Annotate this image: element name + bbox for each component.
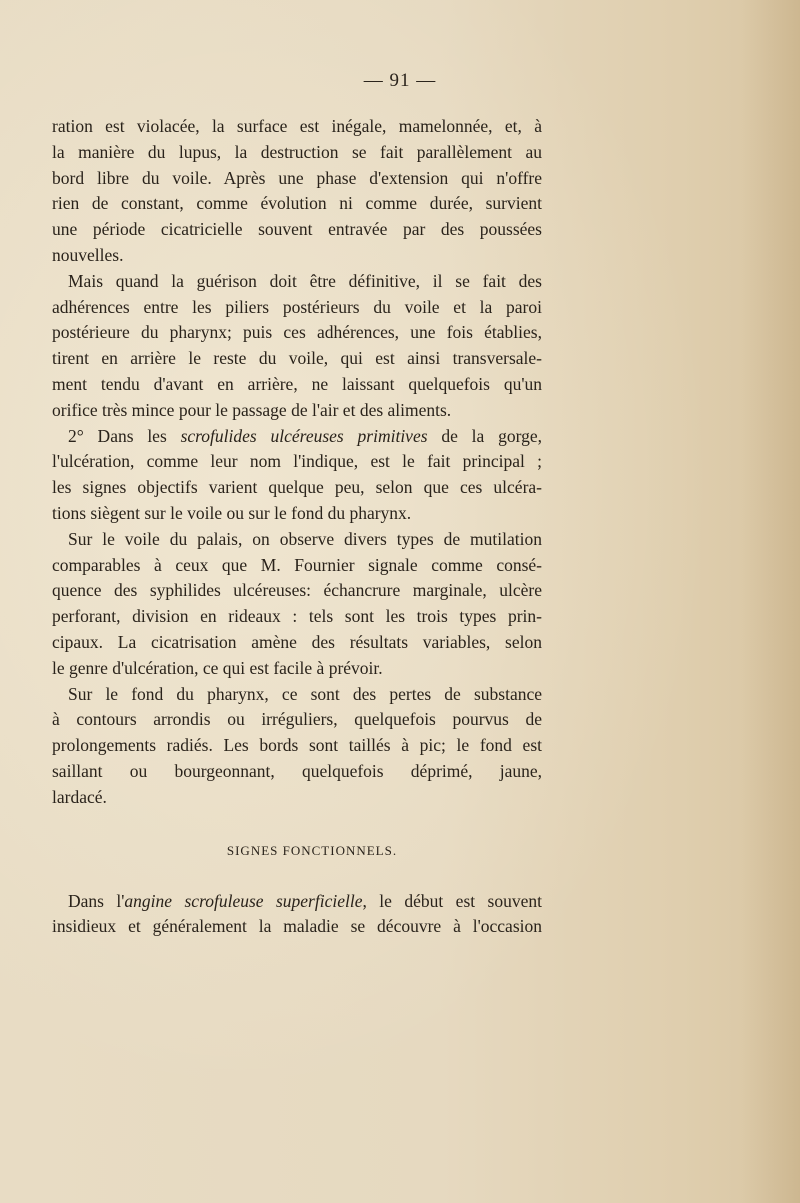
text-line: une période cicatricielle souvent entravée par des poussées — [52, 219, 542, 240]
text-line: le genre d'ulcération, ce qui est facile à prévoir. — [52, 657, 383, 678]
text-line: l'ulcération, comme leur nom l'indique, est le fait principal ; — [52, 451, 542, 472]
text-line: ration est violacée, la surface est inégale, mamelonnée, et, à — [52, 116, 542, 136]
page-edge-shadow — [740, 0, 800, 1203]
text-line: tirent en arrière le reste du voile, qui est ainsi transversale- — [52, 348, 542, 369]
text-fragment: Dans l' — [68, 890, 125, 911]
text-line: ment tendu d'avant en arrière, ne laissant quelquefois qu'un — [52, 373, 542, 394]
text-line: insidieux et généralement la maladie se découvre à l'occasion — [52, 916, 542, 937]
text-line: adhérences entre les piliers postérieurs du voile et la paroi — [52, 296, 542, 317]
page-number: — 91 — — [363, 70, 437, 91]
section-heading: SIGNES FONCTIONNELS. — [226, 842, 398, 858]
text-line: quence des syphilides ulcéreuses: échancrure marginale, ulcère — [52, 580, 542, 601]
text-line: postérieure du pharynx; puis ces adhérences, une fois établies, — [52, 322, 542, 343]
italic-term: angine scrofuleuse superficielle — [124, 890, 363, 911]
text-line: orifice très mince pour le passage de l'air et des aliments. — [52, 399, 452, 420]
text-fragment: , le début est souvent — [362, 890, 542, 911]
text-line: rien de constant, comme évolution ni comme durée, survient — [52, 193, 542, 214]
text-line: la manière du lupus, la destruction se fait parallèlement au — [52, 141, 542, 162]
text-line: nouvelles. — [52, 244, 124, 265]
text-line: perforant, division en rideaux : tels sont les trois types prin- — [52, 606, 542, 627]
text-line: lardacé. — [52, 786, 107, 807]
text-line: bord libre du voile. Après une phase d'extension qui n'offre — [52, 167, 542, 188]
text-line: prolongements radiés. Les bords sont taillés à pic; le fond est — [52, 735, 542, 756]
text-line: Sur le voile du palais, on observe divers types de mutilation — [68, 528, 542, 549]
text-line: saillant ou bourgeonnant, quelquefois déprimé, jaune, — [52, 760, 542, 781]
text-fragment: 2° Dans les — [68, 425, 181, 446]
text-line — [52, 424, 542, 450]
text-line: les signes objectifs varient quelque peu, selon que ces ulcéra- — [52, 477, 542, 498]
text-line: Mais quand la guérison doit être définitive, il se fait des — [68, 270, 542, 291]
italic-term: scrofulides ulcéreuses primitives — [180, 425, 428, 446]
text-line: comparables à ceux que M. Fournier signale comme consé- — [52, 554, 542, 575]
text-line: Sur le fond du pharynx, ce sont des pertes de substance — [68, 683, 542, 704]
text-line: cipaux. La cicatrisation amène des résultats variables, selon — [52, 631, 542, 652]
text-line: à contours arrondis ou irréguliers, quelquefois pourvus de — [52, 709, 542, 730]
text-line — [52, 889, 542, 915]
text-line: tions siègent sur le voile ou sur le fond du pharynx. — [52, 502, 412, 523]
body-text — [52, 114, 542, 940]
text-fragment: de la gorge, — [427, 425, 542, 446]
